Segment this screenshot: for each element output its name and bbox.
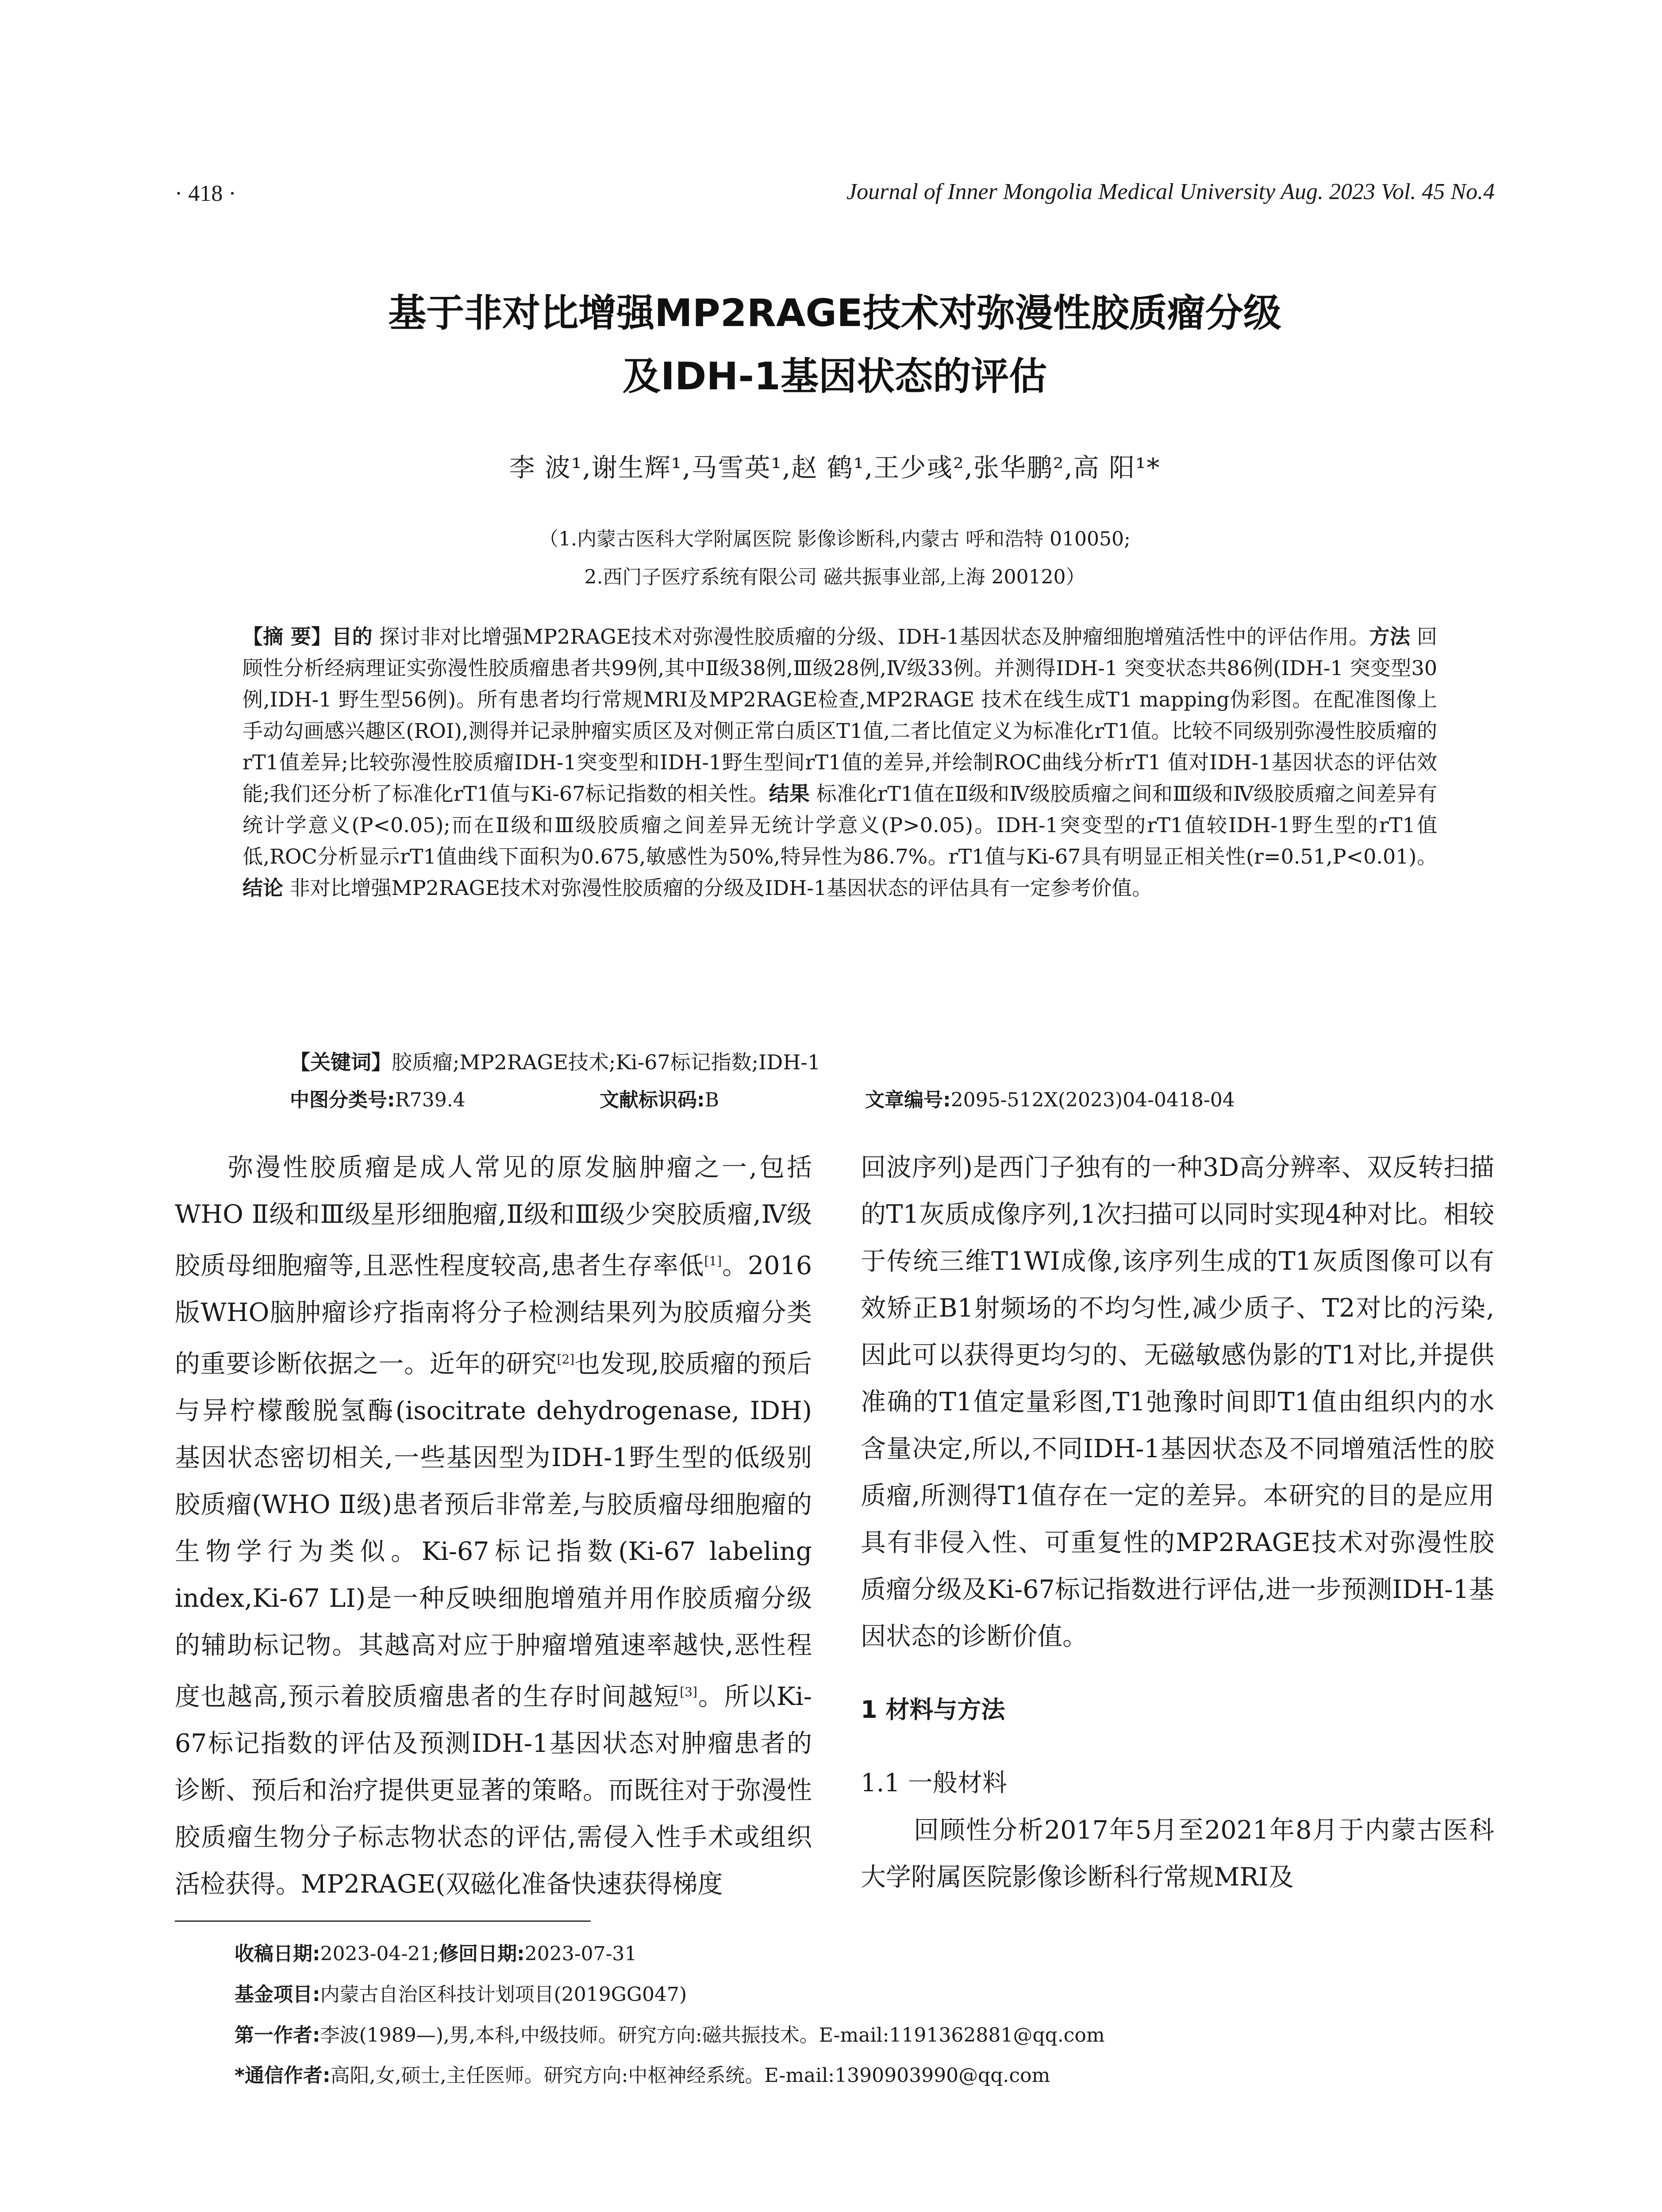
fund-text: 内蒙古自治区科技计划项目(2019GG047) — [320, 1983, 687, 2006]
classification-line — [290, 1084, 1437, 1112]
footnote-fund — [235, 1985, 1495, 2005]
fund-label: 基金项目: — [235, 1983, 320, 2006]
first-author-label: 第一作者: — [235, 2024, 320, 2047]
citation-1: [1] — [704, 1254, 722, 1268]
page-number: · 418 · — [175, 181, 236, 206]
intro-text-a: 弥漫性胶质瘤是成人常见的原发脑肿瘤之一,包括WHO Ⅱ级和Ⅲ级星形细胞瘤,Ⅱ级和Ⅲ级少突胶质瘤,Ⅳ级胶质母细胞瘤等,且恶性程度较高,患者生存率低 — [175, 1153, 812, 1280]
intro-paragraph — [175, 1144, 812, 1908]
intro-text-d: 。所以Ki-67标记指数的评估及预测IDH-1基因状态对肿瘤患者的诊断、预后和治疗提供更显著的策略。而既往对于弥漫性胶质瘤生物分子标志物状态的评估,需侵入性手术或组织活检获得。MP2RAGE(双磁化准备快速获得梯度 — [175, 1682, 812, 1899]
journal-header: Journal of Inner Mongolia Medical University Aug. 2023 Vol. 45 No.4 — [846, 179, 1495, 204]
article-number — [865, 1084, 1235, 1112]
corr-author-text: 高阳,女,硕士,主任医师。研究方向:中枢神经系统。E-mail:1390903990@qq.com — [330, 2064, 1050, 2087]
revised-label: 修回日期: — [439, 1943, 525, 1965]
doc-label: 文献标识码: — [600, 1089, 705, 1111]
revised-date: 2023-07-31 — [524, 1943, 637, 1965]
keywords-text: 胶质瘤;MP2RAGE技术;Ki-67标记指数;IDH-1 — [392, 1050, 821, 1074]
keywords-label: 【关键词】 — [290, 1050, 392, 1074]
abstract-label: 【摘 要】 — [242, 625, 332, 649]
doc-code — [600, 1084, 865, 1112]
conclusion-text: 非对比增强MP2RAGE技术对弥漫性胶质瘤的分级及IDH-1基因状态的评估具有一定参考价值。 — [289, 876, 1153, 900]
article-value: 2095-512X(2023)04-0418-04 — [950, 1089, 1235, 1111]
intro-text-c: 也发现,胶质瘤的预后与异柠檬酸脱氢酶(isocitrate dehydrogenase, IDH)基因状态密切相关,一些基因型为IDH-1野生型的低级别胶质瘤(WHO Ⅱ级)患者预后非常差,与胶质瘤母细胞瘤的生物学行为类似。Ki-67标记指数(Ki-67 labeling index,Ki-67 LI)是一种反映细胞增殖并用作胶质瘤分级的辅助标记物。其越高对应于肿瘤增殖速率越快,恶性程度也越高,预示着胶质瘤患者的生存时间越短 — [175, 1349, 812, 1711]
results-text: 标准化rT1值在Ⅱ级和Ⅳ级胶质瘤之间和Ⅲ级和Ⅳ级胶质瘤之间差异有统计学意义(P<0.05);而在Ⅱ级和Ⅲ级胶质瘤之间差异无统计学意义(P>0.05)。IDH-1突变型的rT1值较IDH-1野生型的rT1值低,ROC分析显示rT1值曲线下面积为0.675,敏感性为50%,特异性为86.7%。rT1值与Ki-67具有明显正相关性(r=0.51,P<0.01)。 — [242, 782, 1438, 868]
citation-2: [2] — [557, 1352, 575, 1367]
clc-value: R739.4 — [395, 1089, 466, 1111]
footnote-corresponding-author — [235, 2066, 1495, 2085]
clc-label: 中图分类号: — [290, 1089, 395, 1111]
objective-text: 探讨非对比增强MP2RAGE技术对弥漫性胶质瘤的分级、IDH-1基因状态及肿瘤细胞增殖活性中的评估作用。 — [379, 625, 1370, 649]
footnote-dates — [235, 1944, 1495, 1964]
objective-label: 目的 — [331, 625, 373, 649]
materials-paragraph: 回顾性分析2017年5月至2021年8月于内蒙古医科大学附属医院影像诊断科行常规MRI及 — [861, 1816, 1494, 1892]
abstract — [242, 621, 1437, 904]
body-right-column — [861, 1144, 1494, 1901]
methods-label: 方法 — [1369, 625, 1411, 649]
methods-text: 回顾性分析经病理证实弥漫性胶质瘤患者共99例,其中Ⅱ级38例,Ⅲ级28例,Ⅳ级33例。并测得IDH-1 突变状态共86例(IDH-1 突变型30例,IDH-1 野生型56例)。所有患者均行常规MRI及MP2RAGE检查,MP2RAGE 技术在线生成T1 mapping伪彩图。在配准图像上手动勾画感兴趣区(ROI),测得并记录肿瘤实质区及对侧正常白质区T1值,二者比值定义为标准化rT1值。比较不同级别弥漫性胶质瘤的rT1值差异;比较弥漫性胶质瘤IDH-1突变型和IDH-1野生型间rT1值的差异,并绘制ROC曲线分析rT1 值对IDH-1基因状态的评估效能;我们还分析了标准化rT1值与Ki-67标记指数的相关性。 — [242, 625, 1438, 806]
keywords — [290, 1046, 1437, 1075]
subsection-heading-1-1: 1.1 一般材料 — [861, 1769, 1007, 1797]
author-list: 李 波¹,谢生辉¹,马雪英¹,赵 鹤¹,王少彧²,张华鹏²,高 阳¹* — [509, 453, 1161, 483]
footnote-first-author — [235, 2026, 1495, 2045]
intro-text-b: 。2016版WHO脑肿瘤诊疗指南将分子检测结果列为胶质瘤分类的重要诊断依据之一。近年的研究 — [175, 1251, 812, 1379]
received-label: 收稿日期: — [235, 1943, 320, 1965]
article-title-line-1: 基于非对比增强MP2RAGE技术对弥漫性胶质瘤分级 — [388, 291, 1281, 335]
intro-continued: 回波序列)是西门子独有的一种3D高分辨率、双反转扫描的T1灰质成像序列,1次扫描可以同时实现4种对比。相较于传统三维T1WI成像,该序列生成的T1灰质图像可以有效矫正B1射频场的不均匀性,减少质子、T2对比的污染,因此可以获得更均匀的、无磁敏感伪影的T1对比,并提供准确的T1值定量彩图,T1弛豫时间即T1值由组织内的水含量决定,所以,不同IDH-1基因状态及不同增殖活性的胶质瘤,所测得T1值存在一定的差异。本研究的目的是应用具有非侵入性、可重复性的MP2RAGE技术对弥漫性胶质瘤分级及Ki-67标记指数进行评估,进一步预测IDH-1基因状态的诊断价值。 — [861, 1153, 1494, 1651]
section-heading-1: 1 材料与方法 — [861, 1696, 1005, 1724]
article-title-line-2: 及IDH-1基因状态的评估 — [623, 354, 1047, 399]
article-label: 文章编号: — [865, 1089, 951, 1111]
conclusion-label: 结论 — [242, 876, 283, 900]
citation-3: [3] — [680, 1685, 697, 1699]
affiliation-1: （1.内蒙古医科大学附属医院 影像诊断科,内蒙古 呼和浩特 010050; — [539, 528, 1131, 550]
first-author-text: 李波(1989—),男,本科,中级技师。研究方向:磁共振技术。E-mail:1191362881@qq.com — [320, 2024, 1105, 2047]
footnote-divider — [175, 1920, 591, 1922]
doc-value: B — [704, 1089, 719, 1111]
clc-number — [290, 1084, 600, 1112]
affiliation-2: 2.西门子医疗系统有限公司 磁共振事业部,上海 200120） — [584, 566, 1085, 588]
results-label: 结果 — [769, 782, 810, 806]
body-left-column — [175, 1144, 812, 1908]
received-date: 2023-04-21; — [320, 1943, 439, 1965]
corr-author-label: *通信作者: — [235, 2064, 331, 2087]
